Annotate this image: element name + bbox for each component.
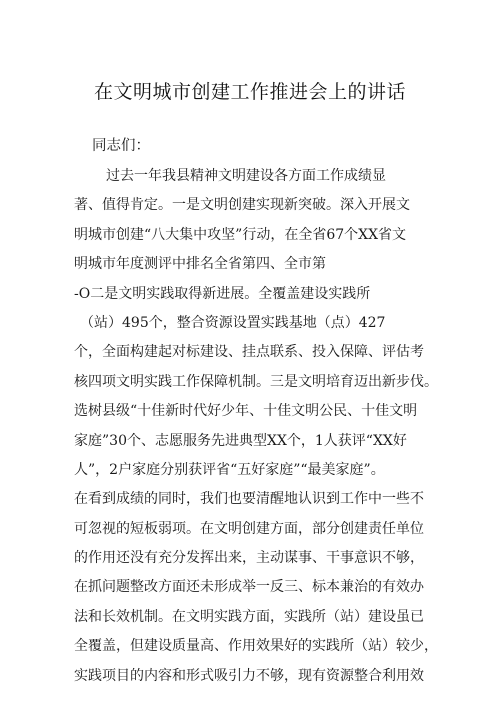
paragraph-line: 明城市年度测评中排名全省第四、全市第 (74, 256, 326, 273)
paragraph-line: 全覆盖，但建设质量高、作用效果好的实践所（站）较少， (74, 638, 438, 655)
paragraph-line: 实践项目的内容和形式吸引力不够，现有资源整合利用效 (74, 667, 424, 684)
paragraph-line: 人”，2户家庭分别获评省“五好家庭”“最美家庭”。 (74, 461, 385, 478)
paragraph-line: （站）495个，整合资源设置实践基地（点）427 (80, 314, 386, 331)
paragraph-line: 著、值得肯定。一是文明创建实现新突破。深入开展文 (74, 197, 410, 214)
document-body (74, 162, 438, 691)
paragraph-line: 个，全面构建起对标建设、挂点联系、投入保障、评估考 (74, 344, 424, 361)
paragraph-line: 家庭”30个、志愿服务先进典型XX个，1人获评“XX好 (74, 432, 407, 449)
paragraph-line: 在看到成绩的同时，我们也要清醒地认识到工作中一些不 (74, 491, 424, 508)
paragraph-line: 过去一年我县精神文明建设各方面工作成绩显 (106, 168, 386, 184)
paragraph-line: 的作用还没有充分发挥出来，主动谋事、干事意识不够， (74, 550, 424, 567)
document-title: 在文明城市创建工作推进会上的讲话 (93, 81, 406, 103)
paragraph-line: 选树县级“十佳新时代好少年、十佳文明公民、十佳文明 (74, 403, 418, 420)
greeting: 同志们： (92, 138, 150, 154)
paragraph-line: 可忽视的短板弱项。在文明创建方面，部分创建责任单位 (74, 520, 424, 537)
paragraph-line: 法和长效机制。在文明实践方面，实践所（站）建设虽已 (74, 608, 424, 625)
paragraph-line: 在抓问题整改方面还未形成举一反三、标本兼治的有效办 (74, 579, 424, 596)
paragraph-line: 明城市创建“八大集中攻坚”行动，在全省67个XX省文 (74, 226, 407, 243)
paragraph-line: 核四项文明实践工作保障机制。三是文明培育迈出新步伐。 (74, 373, 438, 390)
paragraph-line: -O二是文明实践取得新进展。全覆盖建设实践所 (74, 285, 371, 302)
